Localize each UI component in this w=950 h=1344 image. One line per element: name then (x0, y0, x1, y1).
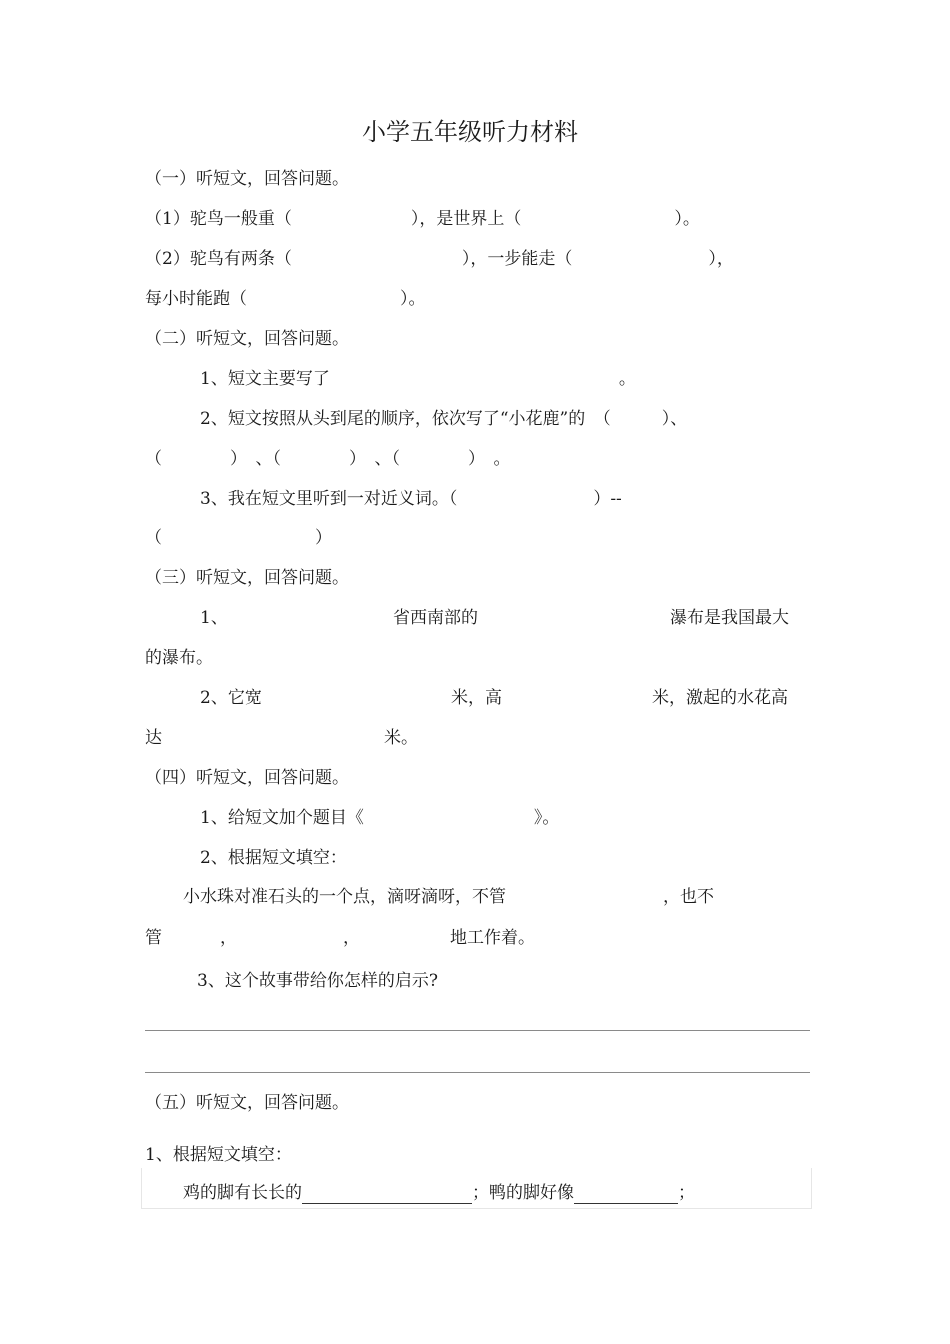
s1-question-2-cont: 每小时能跑（ ）。 (145, 289, 426, 309)
s4-passage-line-2c: ， (343, 928, 360, 948)
s3-q1-text-b: 瀑布是我国最大 (670, 608, 789, 628)
section-3-heading: （三）听短文，回答问题。 (145, 568, 349, 588)
s5-fill-text-b: ；鸭的脚好像 (472, 1183, 574, 1203)
s3-q2-text-c: 米，激起的水花高 (652, 688, 788, 708)
s3-q2-text-a: 2、它宽 (200, 688, 262, 708)
s2-question-3-cont: （ ） (145, 528, 332, 548)
s5-blank-2[interactable] (574, 1185, 678, 1204)
s2-question-3: 3、我在短文里听到一对近义词。（ ）-- (200, 489, 622, 509)
s2-question-2: 2、短文按照从头到尾的顺序，依次写了“小花鹿”的 （ ）、 (200, 409, 688, 429)
s4-question-3: 3、这个故事带给你怎样的启示? (197, 971, 438, 991)
s4-passage-line-2d: 地工作着。 (450, 928, 535, 948)
section-5-heading: （五）听短文，回答问题。 (145, 1093, 349, 1113)
s4-question-1: 1、给短文加个题目《 》。 (200, 808, 560, 828)
s3-q1-text-a: 省西南部的 (393, 608, 478, 628)
page-title: 小学五年级听力材料 (362, 118, 578, 146)
s2-question-1: 1、短文主要写了 。 (200, 369, 636, 389)
s1-question-2: （2）驼鸟有两条（ ），一步能走（ ）， (145, 249, 734, 269)
s4-question-2: 2、根据短文填空： (200, 848, 347, 868)
s4-passage-line-2b: ， (220, 928, 237, 948)
s3-q1-text-c: 的瀑布。 (145, 648, 213, 668)
answer-line-1 (145, 1030, 810, 1031)
s3-q2-text-e: 米。 (384, 728, 418, 748)
answer-line-2 (145, 1072, 810, 1073)
section-4-heading: （四）听短文，回答问题。 (145, 768, 349, 788)
s5-fill-text-a: 鸡的脚有长长的 (183, 1183, 302, 1203)
section-2-heading: （二）听短文，回答问题。 (145, 329, 349, 349)
s3-q2-text-b: 米，高 (451, 688, 502, 708)
s3-q1-number: 1、 (200, 608, 228, 628)
s3-q2-text-d: 达 (145, 728, 162, 748)
s1-question-1: （1）驼鸟一般重（ ），是世界上（ ）。 (145, 209, 700, 229)
section-1-heading: （一）听短文，回答问题。 (145, 169, 349, 189)
s5-question-1: 1、根据短文填空： (145, 1145, 292, 1165)
s5-fill-text-c: ； (678, 1183, 695, 1203)
s4-passage-line-1b: ，也不 (663, 887, 714, 907)
s2-question-2-cont: （ ） 、（ ） 、（ ） 。 (145, 449, 511, 469)
s4-passage-line-1a: 小水珠对准石头的一个点，滴呀滴呀，不管 (183, 887, 506, 907)
s5-fill-line (183, 1182, 695, 1204)
s4-passage-line-2a: 管 (145, 928, 162, 948)
s5-blank-1[interactable] (302, 1185, 472, 1204)
